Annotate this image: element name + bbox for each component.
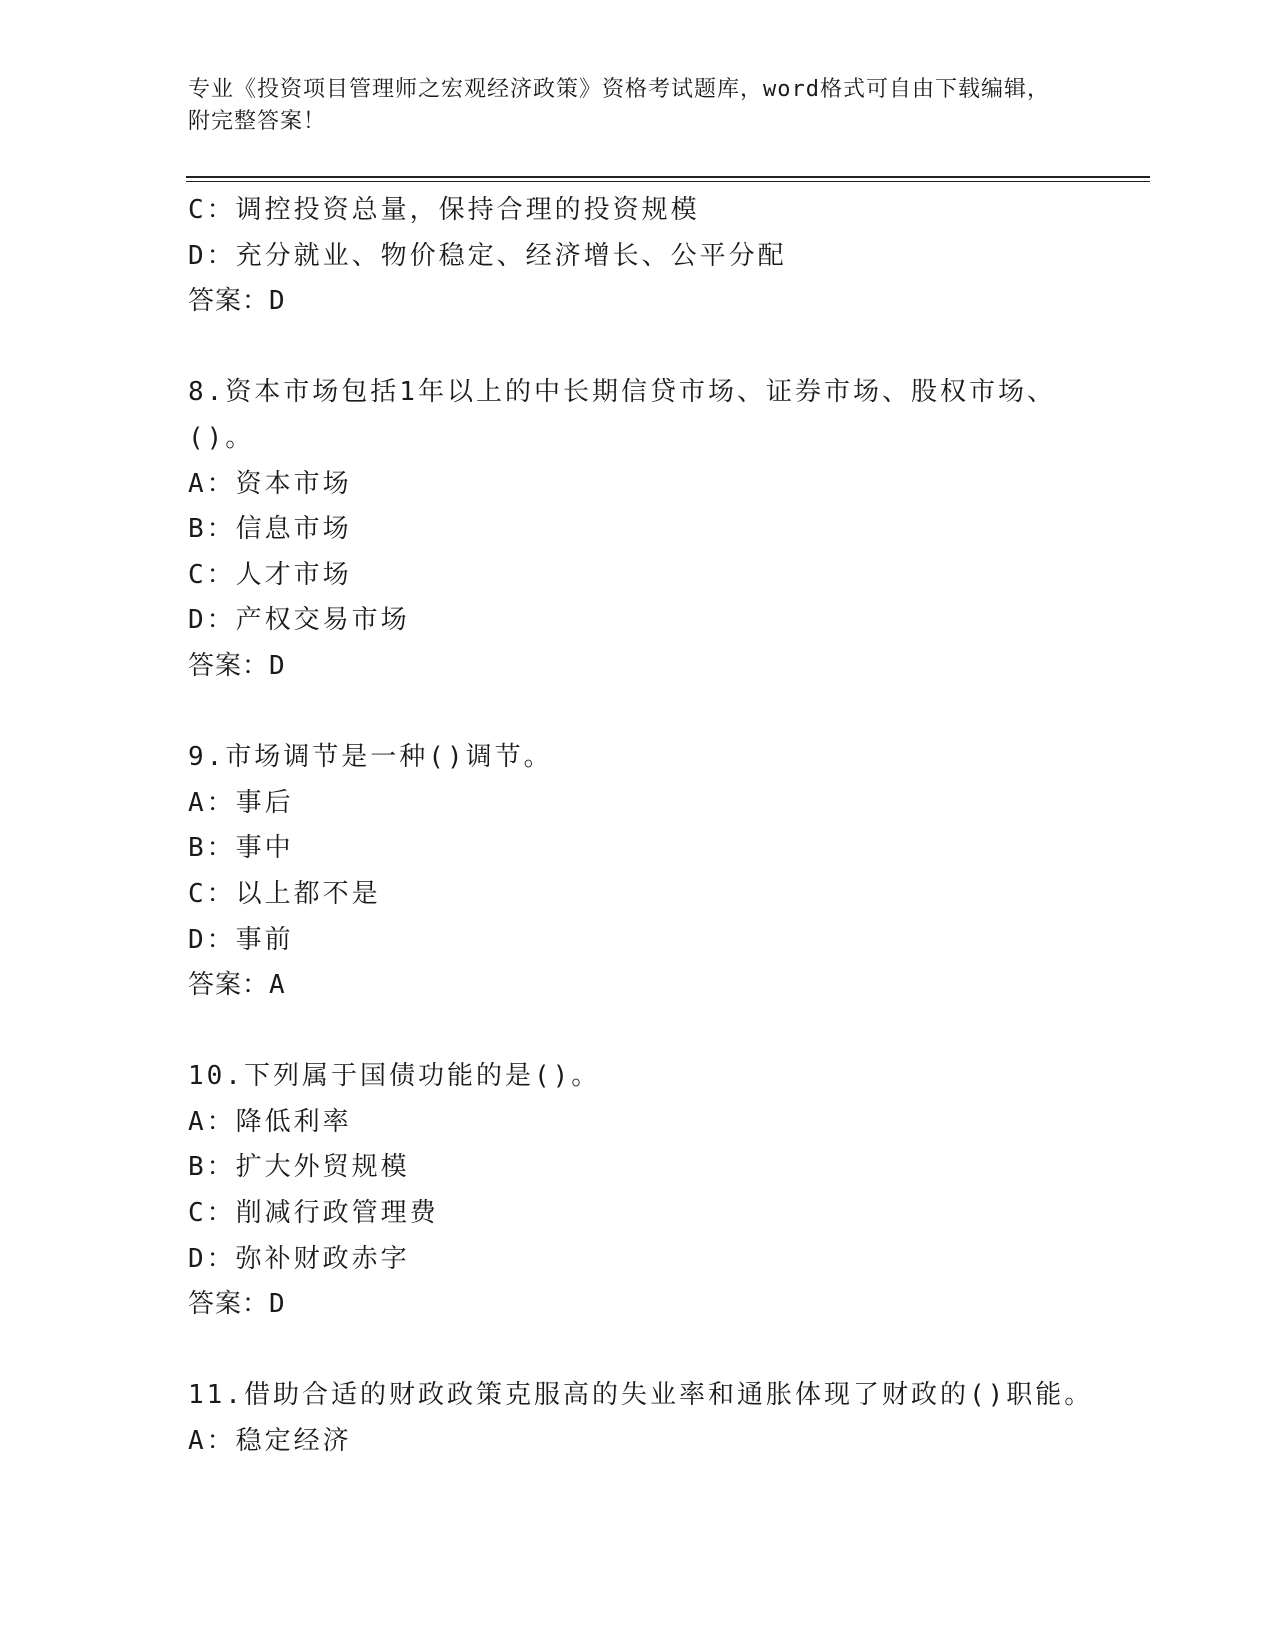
option-b: B：扩大外贸规模	[188, 1152, 410, 1183]
option-c: C：人才市场	[188, 559, 352, 590]
option-b: B：信息市场	[188, 514, 352, 545]
option-b: B：事中	[188, 833, 294, 864]
answer-value: A	[269, 970, 286, 1001]
answer-label: 答案：	[188, 286, 270, 317]
question-9	[188, 735, 1088, 1009]
question-stem: 8.资本市场包括1年以上的中长期信贷市场、证券市场、股权市场、()。	[188, 377, 1056, 453]
option-d: D：事前	[188, 924, 294, 955]
question-stem: 10.下列属于国债功能的是()。	[188, 1061, 601, 1092]
option-a: A：事后	[188, 787, 294, 818]
option-c: C：调控投资总量，保持合理的投资规模	[188, 195, 700, 225]
question-stem: 9.市场调节是一种()调节。	[188, 742, 553, 773]
question-list	[188, 188, 1094, 1465]
answer-label: 答案：	[188, 1289, 270, 1320]
question-7-continued	[188, 188, 1088, 325]
option-a: A：降低利率	[188, 1106, 352, 1137]
answer-label: 答案：	[188, 650, 270, 681]
option-c: C：以上都不是	[188, 878, 381, 909]
option-a: A：稳定经济	[188, 1426, 352, 1457]
question-10	[188, 1054, 1088, 1328]
question-8	[188, 370, 1088, 689]
answer-line	[188, 644, 1088, 690]
option-d: D：充分就业、物价稳定、经济增长、公平分配	[188, 240, 787, 271]
option-d: D：弥补财政赤字	[188, 1243, 410, 1274]
answer-line	[188, 279, 1088, 325]
answer-value: D	[269, 1289, 286, 1320]
header-divider-thick	[186, 176, 1150, 178]
intro-text: 专业《投资项目管理师之宏观经济政策》资格考试题库，word格式可自由下载编辑，附完整答案！	[188, 77, 1050, 134]
question-stem: 11.借助合适的财政政策克服高的失业率和通胀体现了财政的()职能。	[188, 1380, 1094, 1411]
answer-line	[188, 963, 1088, 1009]
question-11	[188, 1373, 1094, 1464]
answer-value: D	[269, 286, 286, 317]
option-a: A：资本市场	[188, 468, 352, 499]
answer-line	[188, 1282, 1088, 1328]
answer-value: D	[269, 650, 286, 681]
option-c: C：削减行政管理费	[188, 1198, 439, 1229]
option-d: D：产权交易市场	[188, 605, 410, 636]
header-divider-thin	[186, 181, 1150, 182]
answer-label: 答案：	[188, 970, 270, 1001]
